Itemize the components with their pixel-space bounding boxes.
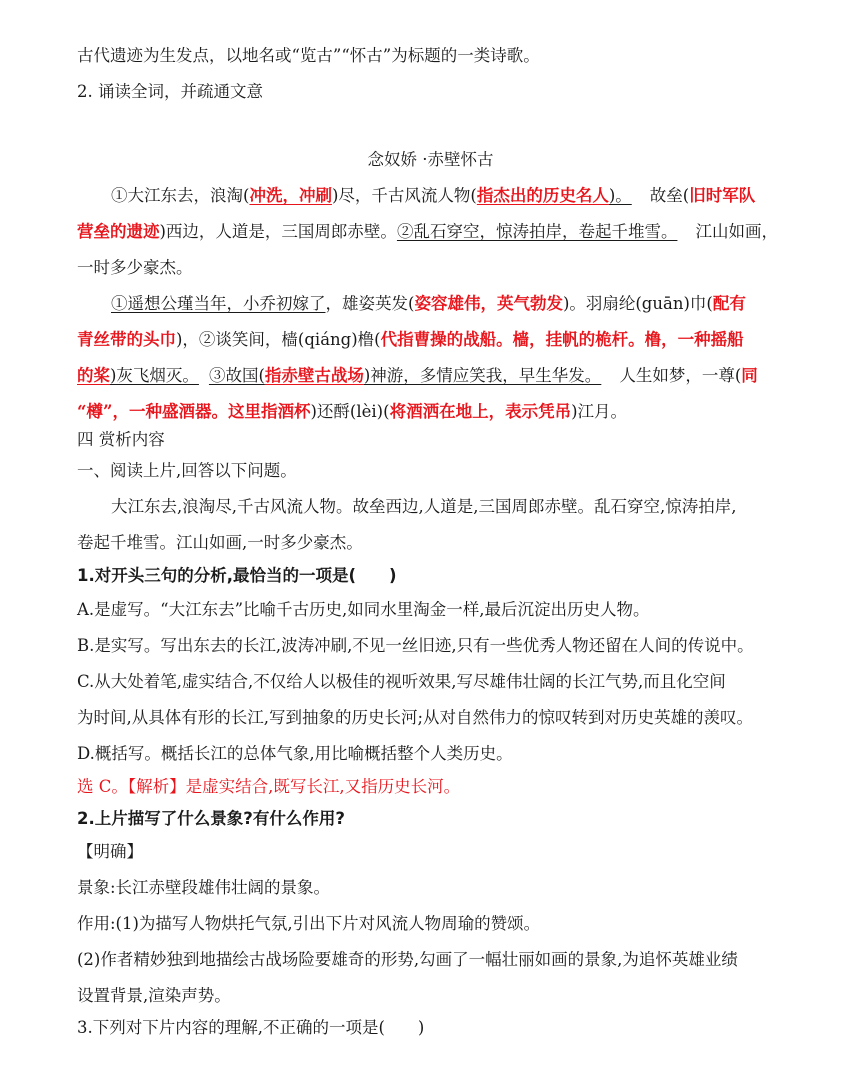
answer-explanation: 是虚实结合,既写长江,又指历史长河。 [185,777,461,796]
poem-text: ②乱石穿空，惊涛拍岸，卷起千堆雪。 [396,222,678,241]
poem-text: 江山如画， [695,222,778,241]
poem-text: )还酹(lèi)( [310,402,390,421]
poem-text: )，②谈笑间，樯(qiáng)橹( [176,330,381,349]
question-2-scene: 景象:长江赤壁段雄伟壮阔的景象。 [77,878,331,897]
poem-annotation: 青丝带的头巾 [77,330,176,349]
question-1-option-c-line-2: 为时间,从具体有形的长江,写到抽象的历史长河;从对自然伟力的惊叹转到对历史英雄的羡叹。 [77,708,754,727]
question-2-effect-2-line-1: (2)作者精妙独到地描绘古战场险要雄奇的形势,勾画了一幅壮丽如画的景象,为追怀英雄业绩 [77,950,738,969]
poem-text: ③故国( [208,366,265,385]
poem-p1-line-1 [111,184,831,208]
poem-text: )神游，多情应笑我，早生华发。 [363,366,602,385]
poem-annotation: 冲洗，冲刷 [249,186,332,205]
poem-p2-line-4 [77,400,797,424]
question-2-stem: 2.上片描写了什么景象?有什么作用? [77,809,345,828]
poem-annotation: 同 [741,366,758,385]
question-1-answer [77,775,797,799]
poem-annotation: 指杰出的历史名人 [476,186,609,205]
question-2-label: 【明确】 [77,842,143,861]
question-1-option-b: B.是实写。写出东去的长江,波涛冲刷,不见一丝旧迹,只有一些优秀人物还留在人间的传说中。 [77,636,754,655]
poem-text: ①大江东去，浪淘( [111,186,250,205]
poem-annotation: 代指曹操的战船。樯，挂帆的桅杆。橹，一种摇船 [380,330,744,349]
section-heading: 四 赏析内容 [77,430,165,449]
poem-text: )江月。 [571,402,627,421]
poem-text: ，雄姿英发( [325,294,415,313]
poem-text: )。 [608,186,632,205]
section-subheading: 一、阅读上片,回答以下问题。 [77,461,297,480]
question-2-effect-2-line-2: 设置背景,渲染声势。 [77,986,231,1005]
poem-text: )灰飞烟灭。 [110,366,199,385]
question-1-stem: 1.对开头三句的分析,最恰当的一项是( ) [77,566,397,585]
poem-annotation: 配有 [712,294,746,313]
poem-p1-line-3: 一时多少豪杰。 [77,258,193,277]
poem-text: )西边，人道是，三国周郎赤壁。 [159,222,397,241]
poem-title: 念奴娇 ·赤壁怀古 [367,150,494,169]
poem-text: 人生如梦，一尊( [619,366,742,385]
poem-p1-line-2 [77,220,797,244]
answer-choice: 选 C。 [77,777,128,796]
answer-label: 【解析】 [127,777,186,796]
poem-annotation: 旧时军队 [689,186,756,205]
poem-text: )。羽扇纶(guān)巾( [562,294,713,313]
intro-line-2: 2. 诵读全词，并疏通文意 [77,82,263,101]
poem-p2-line-3 [77,364,797,388]
poem-annotation: 指赤壁古战场 [264,366,364,385]
poem-annotation: “樽”，一种盛酒器。这里指酒杯 [77,402,311,421]
question-1-option-a: A.是虚写。“大江东去”比喻千古历史,如同水里淘金一样,最后沉淀出历史人物。 [77,600,650,619]
poem-text: )尽，千古风流人物( [331,186,477,205]
poem-p2-line-1 [111,292,831,316]
question-3-stem: 3.下列对下片内容的理解,不正确的一项是( ) [77,1018,425,1037]
poem-annotation: 营垒的遗迹 [77,222,160,241]
poem-annotation: 姿容雄伟，英气勃发 [414,294,563,313]
poem-annotation: 将酒洒在地上，表示凭吊 [389,402,572,421]
poem-annotation: 的桨 [77,366,110,385]
poem-text: ①遥想公瑾当年，小乔初嫁了 [111,294,326,313]
poem-text: 故垒( [649,186,690,205]
question-2-effect-1: 作用:(1)为描写人物烘托气氛,引出下片对风流人物周瑜的赞颂。 [77,914,541,933]
question-1-option-c-line-1: C.从大处着笔,虚实结合,不仅给人以极佳的视听效果,写尽雄伟壮阔的长江气势,而且化空间 [77,672,726,691]
poem-p2-line-2 [77,328,797,352]
intro-line-1: 古代遗迹为生发点，以地名或“览古”“怀古”为标题的一类诗歌。 [77,46,540,65]
passage-line-1: 大江东去,浪淘尽,千古风流人物。故垒西边,人道是,三国周郎赤壁。乱石穿空,惊涛拍岸, [111,497,737,516]
question-1-option-d: D.概括写。概括长江的总体气象,用比喻概括整个人类历史。 [77,744,513,763]
passage-line-2: 卷起千堆雪。江山如画,一时多少豪杰。 [77,533,363,552]
